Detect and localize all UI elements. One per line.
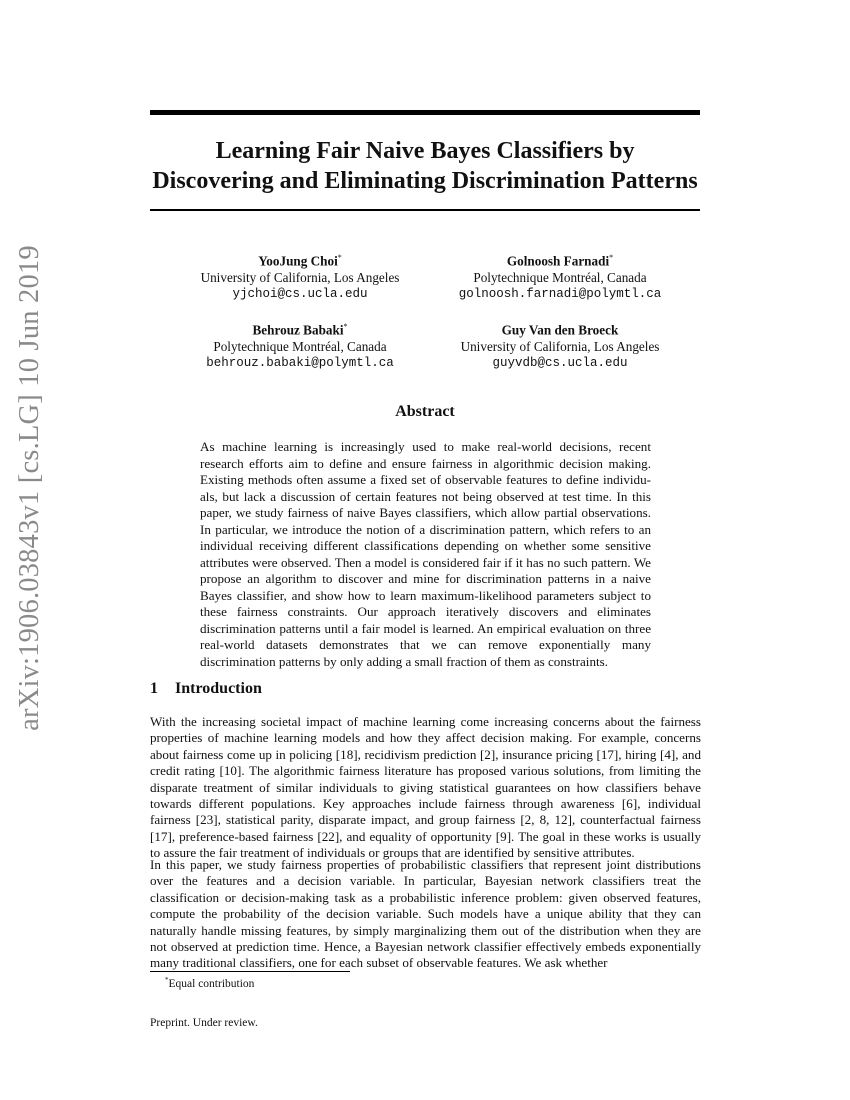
- title-bottom-rule: [150, 209, 700, 211]
- section-heading: [150, 680, 262, 698]
- section-title: Introduction: [175, 680, 262, 697]
- author-email: guyvdb@cs.ucla.edu: [492, 356, 628, 371]
- title-top-rule: [150, 110, 700, 115]
- author-email: behrouz.babaki@polymtl.ca: [206, 356, 394, 371]
- abstract-heading: Abstract: [395, 403, 455, 420]
- arxiv-stamp-text: arXiv:1906.03843v1 [cs.LG] 10 Jun 2019: [14, 245, 45, 731]
- author-affiliation: University of California, Los Angeles: [200, 270, 400, 286]
- author-block: [430, 318, 690, 372]
- author-email: yjchoi@cs.ucla.edu: [232, 287, 368, 302]
- title-line-2: Discovering and Eliminating Discrimination Patterns: [152, 168, 698, 194]
- author-block: [175, 249, 425, 303]
- author-name: Golnoosh Farnadi*: [506, 253, 614, 269]
- author-affiliation: University of California, Los Angeles: [460, 339, 660, 355]
- body-paragraph: In this paper, we study fairness properties of probabilistic classifiers that represent joint distributions over the features and a decision variable. In particular, Bayesian network classifiers treat the classification or decision-making task as a probabilistic inference problem: given observed features, compute the probability of the decision variable. Such models have a unique ability that they can naturally handle missing features, by simply marginalizing them out of the distribution when they are not observed at prediction time. Hence, a Bayesian network classifier effectively embeds exponentially many traditional classifiers, one for each subset of observable features. We ask whether: [150, 857, 701, 971]
- preprint-notice: Preprint. Under review.: [150, 1017, 258, 1029]
- footnote-text: Equal contribution: [168, 977, 255, 990]
- footnote: [165, 976, 254, 990]
- author-block: [430, 249, 690, 303]
- author-name: Behrouz Babaki*: [252, 322, 348, 338]
- author-name: YooJung Choi*: [258, 253, 342, 269]
- author-affiliation: Polytechnique Montréal, Canada: [213, 339, 387, 355]
- arxiv-identifier-stamp: [8, 0, 48, 1100]
- section-number: 1: [150, 680, 158, 697]
- body-paragraph: With the increasing societal impact of machine learning come increasing concerns about the fairness properties of machine learning models and how they affect decision making. For example, concerns about fairness come up in policing [18], recidivism prediction [2], insurance pricing [17], hiring [4], and credit rating [10]. The algorithmic fairness literature has proposed various solutions, from limiting the disparate treatment of similar individuals to giving statistical guarantees on how classifiers behave towards different populations. Key approaches include fairness through awareness [6], individual fairness [23], statistical parity, disparate impact, and group fairness [2, 8, 12], counterfactual fairness [17], preference-based fairness [22], and equality of opportunity [9]. The goal in these works is usually to assure the fair treatment of individuals or groups that are identified by sensitive attributes.: [150, 714, 701, 861]
- footnote-mark: *: [165, 976, 169, 984]
- paper-title: [150, 136, 700, 196]
- author-name: Guy Van den Broeck: [501, 322, 619, 338]
- author-block: [175, 318, 425, 372]
- author-affiliation: Polytechnique Montréal, Canada: [473, 270, 647, 286]
- footnote-rule: [150, 971, 350, 972]
- author-email: golnoosh.farnadi@polymtl.ca: [458, 287, 662, 302]
- title-line-1: Learning Fair Naive Bayes Classifiers by: [215, 138, 635, 164]
- abstract-text: As machine learning is increasingly used to make real-world decisions, recent research efforts aim to define and ensure fairness in algorithmic decision making. Existing methods often assume a fixed set of observable features to define individuals, but lack a discussion of certain features not being observed at test time. In this paper, we study fairness of naive Bayes classifiers, which allow partial observations. In particular, we introduce the notion of a discrimination pattern, which refers to an individual receiving different classifications depending on whether some sensitive attributes were observed. Then a model is considered fair if it has no such pattern. We propose an algorithm to discover and mine for discrimination patterns in a naive Bayes classifier, and show how to learn maximum-likelihood parameters subject to these fairness constraints. Our approach iteratively discovers and eliminates discrimination patterns until a fair model is learned. An empirical evaluation on three real-world datasets demonstrates that we can remove exponentially many discrimination patterns by only adding a small fraction of them as constraints.: [200, 439, 651, 669]
